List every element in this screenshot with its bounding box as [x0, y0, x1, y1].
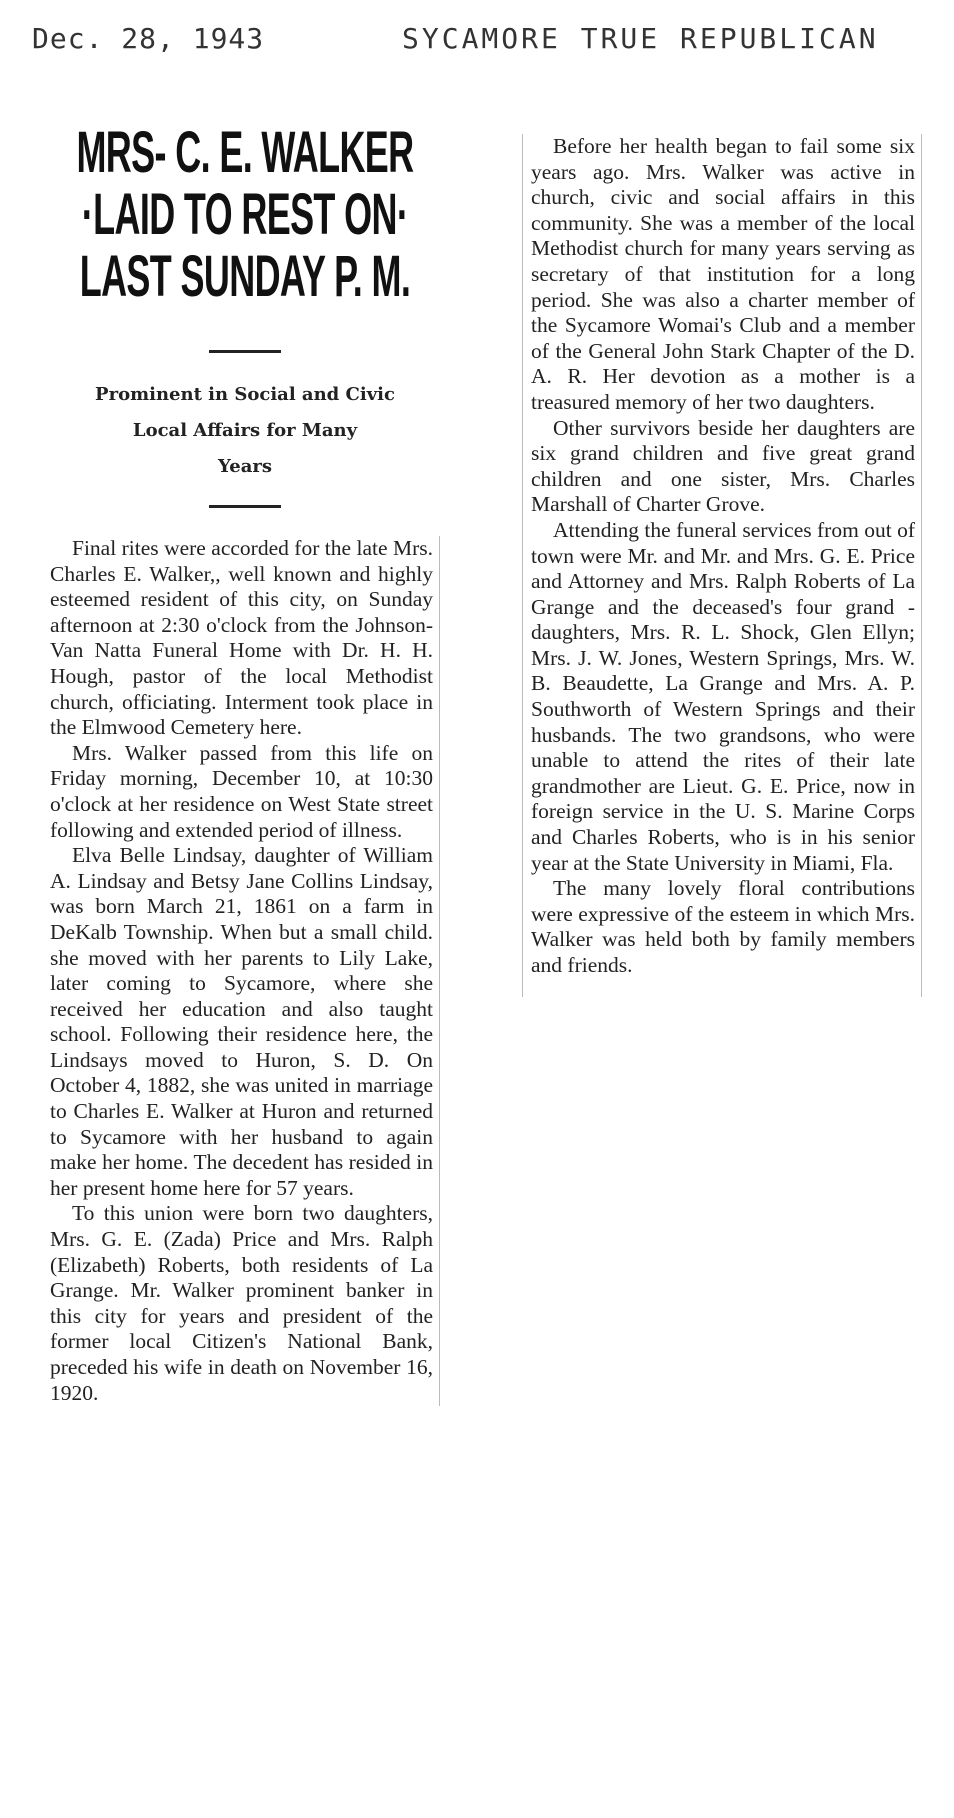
left-column	[50, 122, 440, 1406]
article-paragraph: Attending the funeral services from out of town were Mr. and Mr. and Mrs. G. E. Price and Attorney and Mrs. Ralph Roberts of La Grange and the deceased's four grand - daughters, Mrs. R. L. Shock, Glen Ellyn; Mrs. J. W. Jones, Western Springs, Mrs. W. B. Beaudette, La Grange and Mrs. A. P. Southworth of Western Springs and their husbands. The two grandsons, who were unable to attend the rites of their late grandmother are Lieut. G. E. Price, now in foreign service in the U. S. Marine Corps and Charles Roberts, who is in his senior year at the State University in Miami, Fla.	[531, 517, 915, 875]
subheadline	[50, 377, 440, 485]
divider-rule	[209, 350, 281, 353]
right-column	[522, 134, 922, 997]
article-body-left	[50, 536, 440, 1406]
headline-line-3: LAST SUNDAY P. M.	[79, 244, 411, 309]
article-paragraph: Mrs. Walker passed from this life on Friday morning, December 10, at 10:30 o'clock at her residence on West State street following and extended period of illness.	[50, 740, 433, 842]
article-paragraph: Elva Belle Lindsay, daughter of William A. Lindsay and Betsy Jane Collins Lindsay, was born March 21, 1861 on a farm in DeKalb Township. When but a small child. she moved with her parents to Lily Lake, later coming to Sycamore, where she received her education and also taught school. Following their residence here, the Lindsays moved to Huron, S. D. On October 4, 1882, she was united in marriage to Charles E. Walker at Huron and returned to Sycamore with her husband to again make her home. The decedent has resided in her present home here for 57 years.	[50, 843, 433, 1200]
publication-date: Dec. 28, 1943	[32, 22, 265, 55]
headline	[47, 122, 444, 308]
headline-line-1: MRS- C. E. WALKER	[76, 120, 414, 185]
subheadline-line-3: Years	[217, 456, 273, 477]
subheadline-line-2: Local Affairs for Many	[132, 420, 358, 441]
article-paragraph: Final rites were accorded for the late Mrs. Charles E. Walker,, well known and highly esteemed resident of this city, on Sunday afternoon at 2:30 o'clock from the Johnson-Van Natta Funeral Home with Dr. H. H. Hough, pastor of the local Methodist church, officiating. Interment took place in the Elmwood Cemetery here.	[50, 536, 433, 740]
headline-line-2: ·LAID TO REST ON·	[81, 182, 409, 247]
newspaper-name: SYCAMORE TRUE REPUBLICAN	[402, 22, 879, 55]
divider-rule	[209, 505, 281, 508]
article-body-right	[531, 134, 915, 979]
article-paragraph: Before her health began to fail some six years ago. Mrs. Walker was active in church, civic and social affairs in this community. She was a member of the local Methodist church for many years serving as secretary of that institution for a long period. She was also a charter member of the Sycamore Womai's Club and a member of the General John Stark Chapter of the D. A. R. Her devotion as a mother is a treasured memory of her two daughters.	[531, 134, 915, 414]
article-paragraph: To this union were born two daughters, Mrs. G. E. (Zada) Price and Mrs. Ralph (Elizabeth) Roberts, both residents of La Grange. Mr. Walker prominent banker in this city for years and president of the former local Citizen's National Bank, preceded his wife in death on November 16, 1920.	[50, 1201, 433, 1405]
subheadline-line-1: Prominent in Social and Civic	[95, 384, 395, 405]
article-paragraph: Other survivors beside her daughters are six grand children and five great grand children and one sister, Mrs. Charles Marshall of Charter Grove.	[531, 415, 915, 517]
article-paragraph: The many lovely floral contributions were expressive of the esteem in which Mrs. Walker was held both by family members and friends.	[531, 876, 915, 977]
